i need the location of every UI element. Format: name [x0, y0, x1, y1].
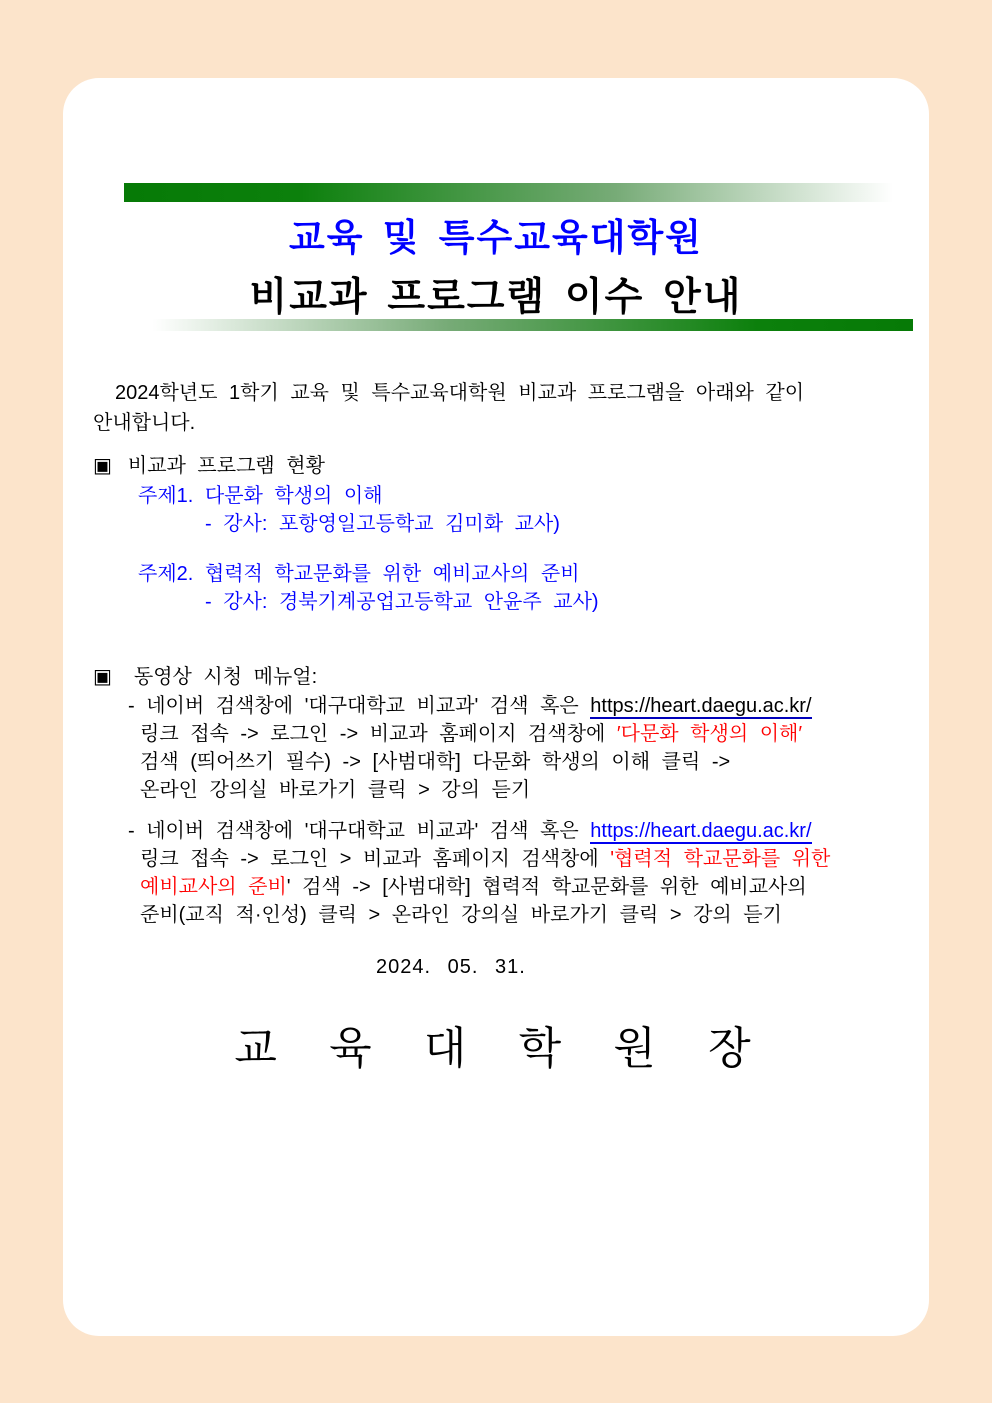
document-sheet	[63, 78, 929, 1336]
manual-1-search-keyword: ′다문화 학생의 이해′	[616, 723, 803, 745]
program-section-header	[93, 452, 909, 480]
square-bullet-icon: ▣	[93, 666, 112, 688]
intro-line-2: 안내합니다.	[93, 412, 196, 434]
manual-steps-topic-1	[93, 692, 909, 804]
topic-2-instructor: - 강사: 경북기계공업고등학교 안윤주 교사)	[205, 591, 599, 613]
topic-1-instructor: - 강사: 포항영일고등학교 김미화 교사)	[205, 513, 560, 535]
manual-2-line-4: 준비(교직 적·인성) 클릭 > 온라인 강의실 바로가기 클릭 > 강의 듣기	[140, 904, 782, 926]
manual-1-line-4: 온라인 강의실 바로가기 클릭 > 강의 듣기	[140, 779, 531, 801]
bottom-gradient-bar	[137, 319, 913, 331]
manual-steps-topic-2	[93, 817, 909, 929]
top-gradient-bar	[124, 183, 917, 202]
square-bullet-icon: ▣	[93, 455, 112, 477]
heart-daegu-link[interactable]: https://heart.daegu.ac.kr/	[590, 820, 812, 842]
heart-daegu-link[interactable]: https://heart.daegu.ac.kr/	[590, 695, 812, 717]
topic-1-title: 주제1. 다문화 학생의 이해	[138, 485, 383, 507]
manual-2-line-3-text: ' 검색 -> [사범대학] 협력적 학교문화를 위한 예비교사의	[286, 876, 807, 898]
topic-2-title: 주제2. 협력적 학교문화를 위한 예비교사의 준비	[138, 563, 580, 585]
manual-2-line-3	[128, 873, 909, 901]
manual-1-line-2	[128, 720, 909, 748]
manual-2-line-1-text: - 네이버 검색창에 '대구대학교 비교과' 검색 혹은	[128, 820, 591, 842]
program-section-title: 비교과 프로그램 현황	[127, 455, 325, 477]
document-title-line1: 교육 및 특수교육대학원	[289, 217, 703, 258]
document-date: 2024. 05. 31.	[376, 956, 526, 978]
manual-1-line-2-text: 링크 접속 -> 로그인 -> 비교과 홈페이지 검색창에	[140, 723, 617, 745]
document-body	[93, 378, 909, 1073]
manual-1-line-1	[128, 692, 909, 720]
manual-2-line-2-text: 링크 접속 -> 로그인 > 비교과 홈페이지 검색창에	[140, 848, 611, 870]
manual-1-line-3: 검색 (띄어쓰기 필수) -> [사범대학] 다문화 학생의 이해 클릭 ->	[140, 751, 731, 773]
manual-2-search-keyword-part2: 예비교사의 준비	[140, 876, 287, 898]
manual-2-line-2	[128, 845, 909, 873]
document-title-line2: 비교과 프로그램 이수 안내	[249, 276, 743, 319]
manual-2-search-keyword-part1: '협력적 학교문화를 위한	[610, 848, 831, 870]
manual-section-title: 동영상 시청 메뉴얼:	[133, 666, 318, 688]
intro-paragraph	[93, 378, 909, 438]
manual-section-header	[93, 663, 909, 691]
signature-dean: 교 육 대 학 원 장	[234, 1024, 768, 1073]
manual-2-line-1	[128, 817, 909, 845]
intro-line-1: 2024학년도 1학기 교육 및 특수교육대학원 비교과 프로그램을 아래와 같이	[115, 382, 805, 404]
manual-1-line-1-text: - 네이버 검색창에 '대구대학교 비교과' 검색 혹은	[128, 695, 591, 717]
